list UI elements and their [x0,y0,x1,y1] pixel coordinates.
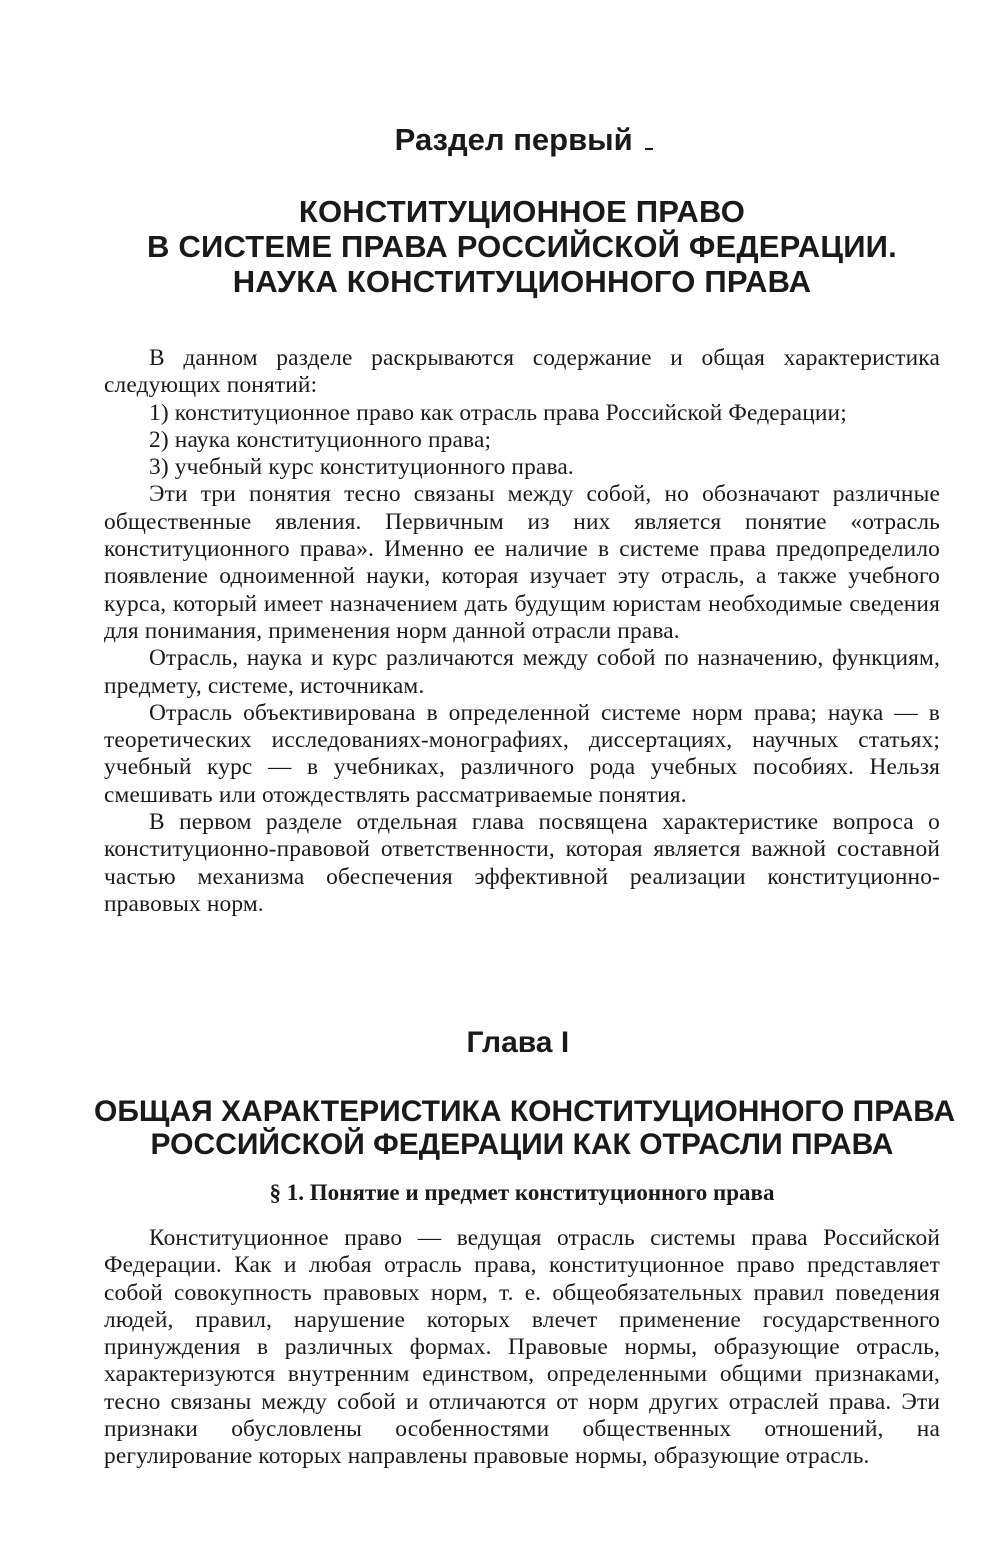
intro-list-item: 2) наука конституционного права; [149,426,492,453]
section-label [104,120,940,160]
chapter-body [104,1225,940,1471]
intro-paragraph: Отрасль объективирована в определенной системе норм права; наука — в теоретических исследованиях-монографиях, диссертациях, научных статьях; учебный курс — в учебниках, различного рода учебных пособиях. Нельзя смешивать или отождествлять рассматриваемые понятия. [104,699,940,808]
intro-list-item: 1) конституционное право как отрасль права Российской Федерации; [149,399,847,426]
section-label-underline [645,148,653,150]
section-intro [104,345,940,918]
chapter-paragraph: Конституционное право — ведущая отрасль системы права Российской Федерации. Как и любая отрасль права, конституционное право представляет собой совокупность правовых норм, т. е. общеобязательных правил поведения людей, правил, нарушение которых влечет применение государственного принуждения в различных формах. Правовые нормы, образующие отрасль, характеризуются внутренним единством, определенными общими признаками, тесно связаны между собой и отличаются от норм других отраслей права. Эти признаки обусловлены особенностями общественных отношений, на регулирование которых направлены правовые нормы, образующие отрасль. [104,1225,940,1470]
section-title-line-3: НАУКА КОНСТИТУЦИОННОГО ПРАВА [232,264,812,299]
chapter-label-text [467,1024,578,1062]
intro-list-item: 3) учебный курс конституционного права. [149,454,574,481]
chapter-title-line-1: ОБЩАЯ ХАРАКТЕРИСТИКА КОНСТИТУЦИОННОГО ПРАВА [94,1095,956,1128]
intro-paragraph: Эти три понятия тесно связаны между собой, но обозначают различные общественные явления. Первичным из них является понятие «отрасль конституционного права». Именно ее наличие в системе права предопределило появление одноименной науки, которая изучает эту отрасль, а также учебного курса, который имеет назначением дать будущим юристам необходимые сведения для понимания, применения норм данной отрасли права. [104,481,940,644]
section-label-text [387,120,658,160]
chapter-label [104,1024,940,1062]
intro-paragraph: Отрасль, наука и курс различаются между собой по назначению, функциям, предмету, системе, источникам. [104,645,940,699]
paragraph-heading: § 1. Понятие и предмет конституционного права [269,1180,775,1205]
section-title-line-1: КОНСТИТУЦИОННОЕ ПРАВО [298,194,746,229]
section-title-line-2: В СИСТЕМЕ ПРАВА РОССИЙСКОЙ ФЕДЕРАЦИИ. [147,229,897,264]
intro-paragraph: В данном разделе раскрываются содержание и общая характеристика следующих понятий: [104,345,940,399]
section-label-value: Раздел первый [394,122,633,157]
section-title [104,194,940,299]
chapter-title [94,1095,956,1161]
chapter-label-value: Глава I [466,1026,570,1059]
intro-paragraph: В первом разделе отдельная глава посвящена характеристике вопроса о конституционно-правовой ответственности, которая является важной составной частью механизма обеспечения эффективной реализации конституционно-правовых норм. [104,809,940,917]
chapter-title-line-2: РОССИЙСКОЙ ФЕДЕРАЦИИ КАК ОТРАСЛИ ПРАВА [150,1128,894,1161]
